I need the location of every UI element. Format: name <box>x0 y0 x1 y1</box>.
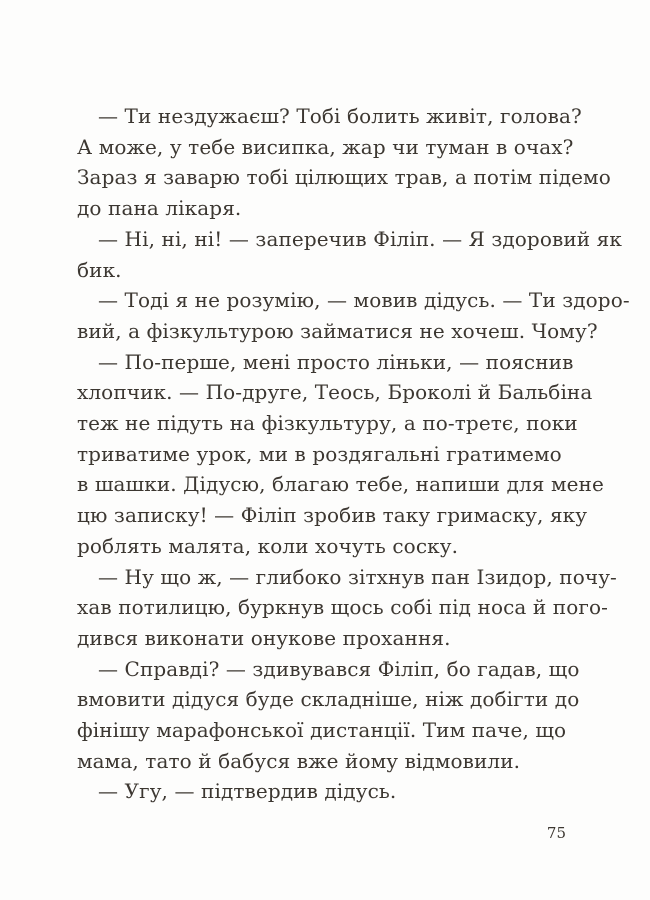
paragraph <box>77 562 617 654</box>
text-line: хлопчик. — По-друге, Теось, Броколі й Бальбіна <box>77 380 593 405</box>
paragraph <box>77 347 604 562</box>
text-line: — Тоді я не розумію, — мовив дідусь. — Ти здоро- <box>98 288 630 313</box>
text-line: дився виконати онукове прохання. <box>77 625 451 650</box>
paragraph <box>77 101 611 224</box>
text-line: — Ні, ні, ні! — заперечив Філіп. — Я здоровий як <box>98 226 622 251</box>
text-line: теж не підуть на фізкультуру, а по-третє, поки <box>77 411 578 436</box>
text-line: бик. <box>77 257 122 282</box>
text-line: в шашки. Дідусю, благаю тебе, напиши для мене <box>77 472 604 497</box>
paragraph <box>77 776 587 807</box>
text-line: — Ну що ж, — глибоко зітхнув пан Ізидор, почу- <box>98 564 617 589</box>
paragraph <box>77 285 630 346</box>
page-number: 75 <box>546 824 566 842</box>
text-block <box>77 101 630 807</box>
text-line: Зараз я заварю тобі цілющих трав, а потім підемо <box>77 165 611 190</box>
text-line: до пана лікаря. <box>77 196 242 221</box>
text-line: — Угу, — підтвердив дідусь. <box>98 779 397 804</box>
text-line: мама, тато й бабуся вже йому відмовили. <box>77 748 521 773</box>
paragraph <box>77 224 622 285</box>
text-line: хав потилицю, буркнув щось собі під носа й пого- <box>77 595 608 620</box>
text-line: фінішу марафонської дистанції. Тим паче, що <box>77 718 567 743</box>
text-line: — Ти нездужаєш? Тобі болить живіт, голова? <box>98 104 582 128</box>
paragraph <box>77 654 587 777</box>
text-line: вмовити дідуся буде складніше, ніж добігти до <box>77 687 580 712</box>
text-line: триватиме урок, ми в роздягальні гратимемо <box>77 441 562 466</box>
text-line: цю записку! — Філіп зробив таку гримаску, яку <box>77 503 588 528</box>
text-line: вий, а фізкультурою займатися не хочеш. Чому? <box>77 318 598 343</box>
text-line: А може, у тебе висипка, жар чи туман в очах? <box>77 134 574 159</box>
text-line: — По-перше, мені просто ліньки, — пояснив <box>98 349 574 374</box>
text-line: — Справді? — здивувався Філіп, бо гадав, що <box>98 656 580 681</box>
text-line: роблять малята, коли хочуть соску. <box>77 533 459 558</box>
